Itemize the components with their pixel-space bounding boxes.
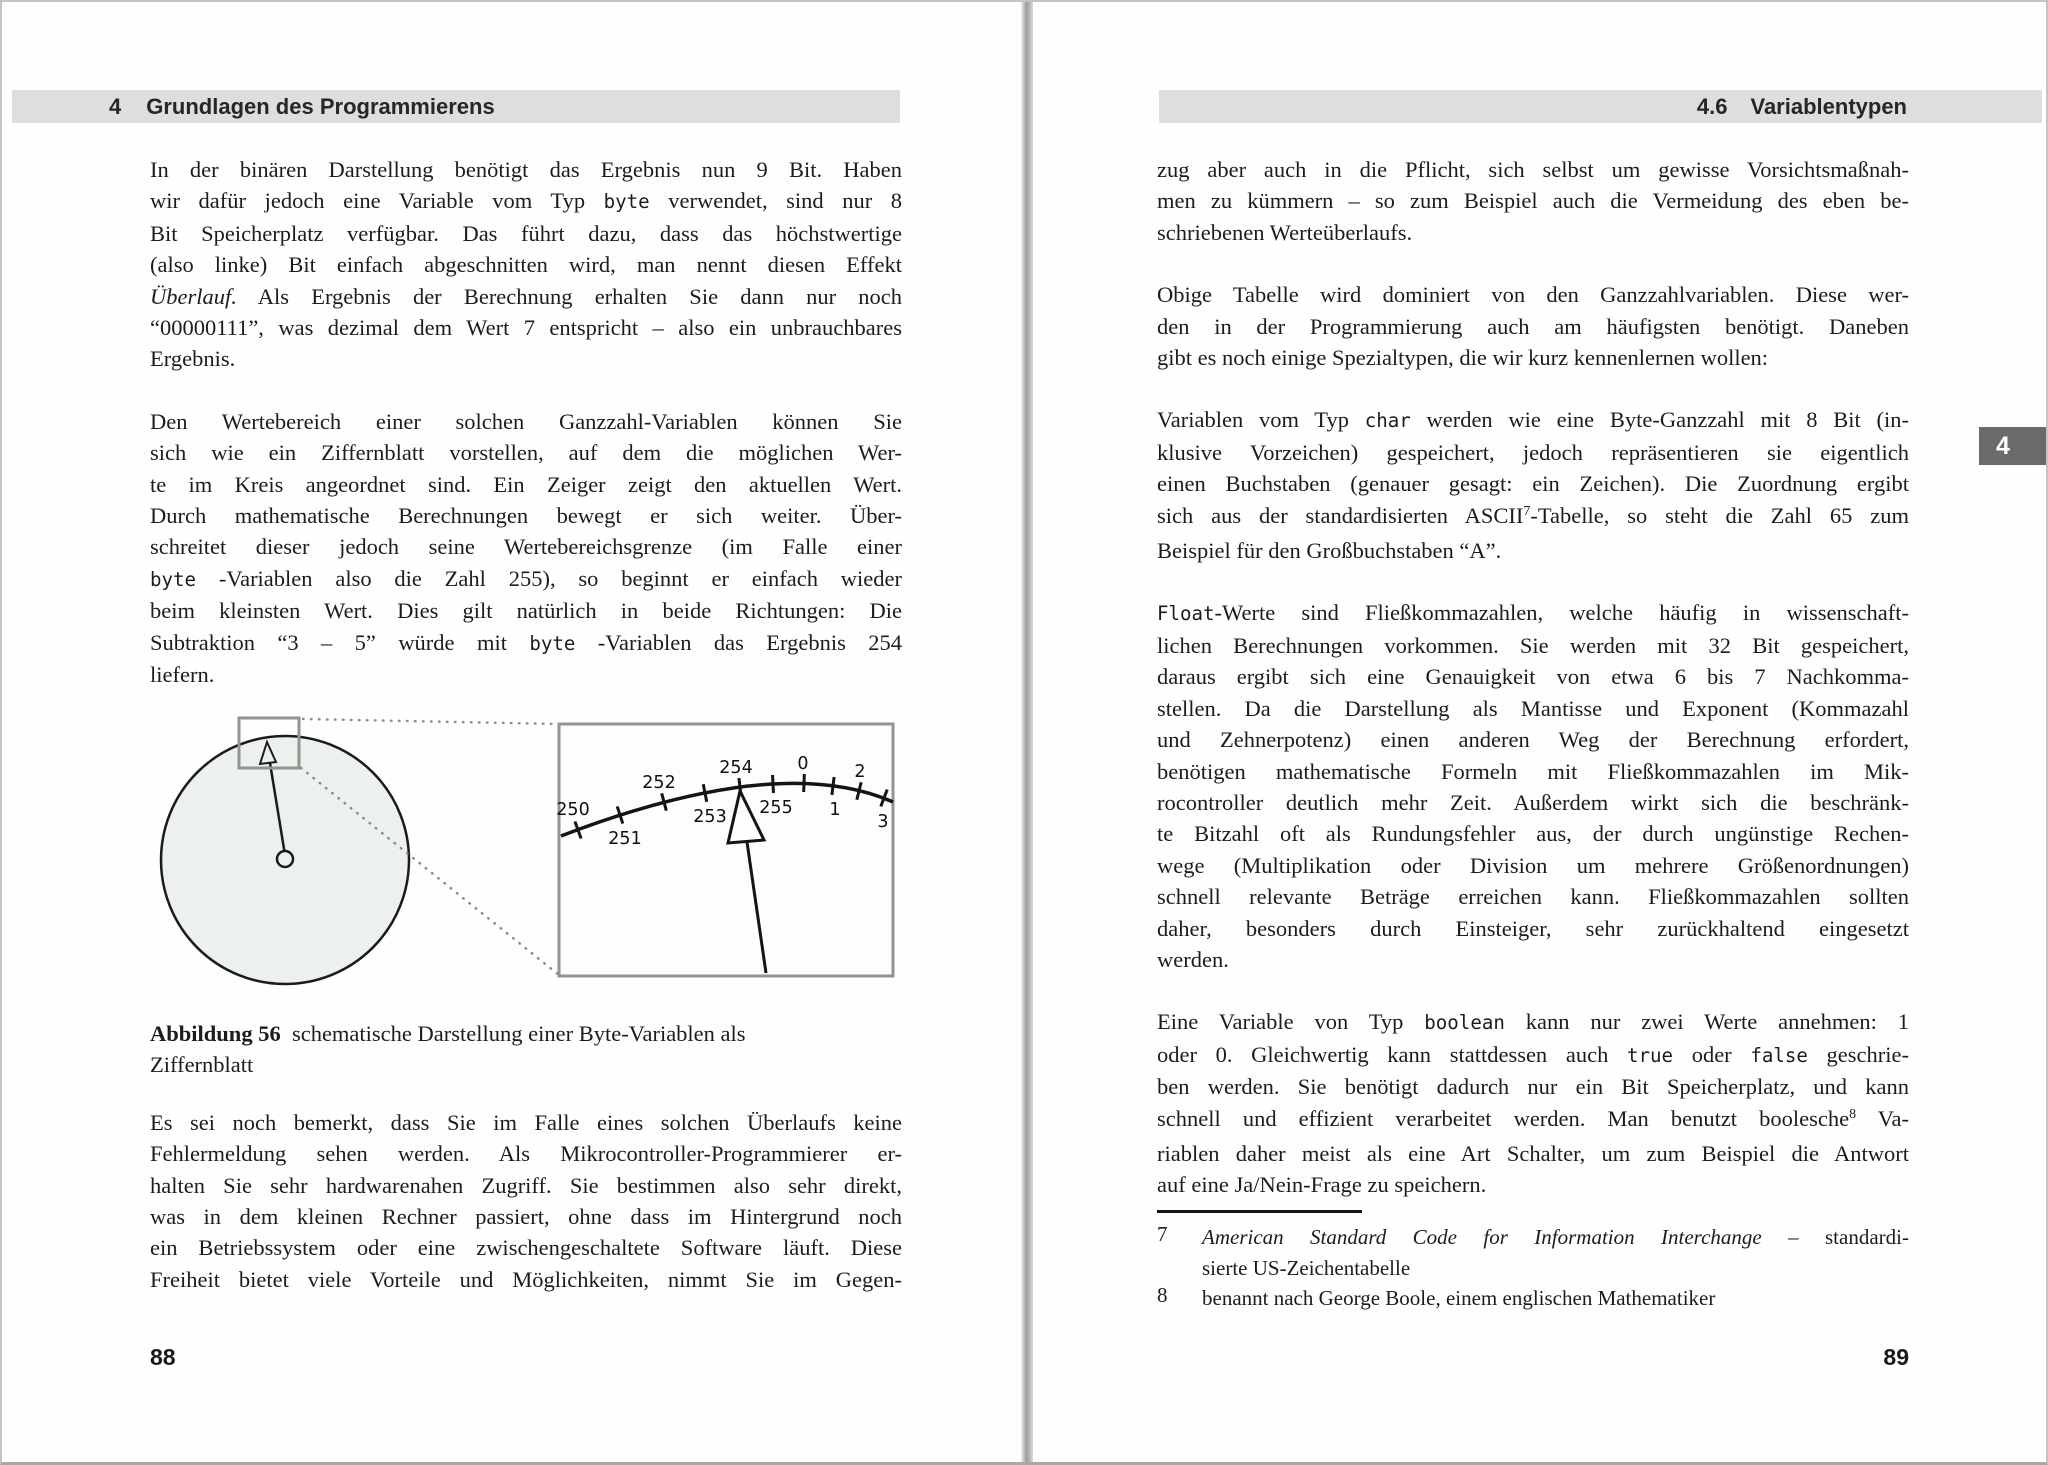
- text-line: Den Wertebereich einer solchen Ganzzahl-Variablen können Sie: [150, 408, 902, 434]
- chapter-tab: [1979, 427, 2048, 465]
- dial-center-pivot: [277, 851, 293, 867]
- text-line: American Standard Code for Information Interchange – standardi-: [1202, 1225, 1909, 1249]
- dial-label-251: 251: [608, 829, 642, 849]
- text-line: sierte US-Zeichentabelle: [1202, 1255, 1411, 1280]
- text-line: stellen. Da die Darstellung als Mantisse und Exponent (Kommazahl: [1157, 695, 1909, 721]
- dial-label-252: 252: [642, 773, 676, 793]
- footnote-text: [1202, 1283, 1909, 1314]
- footnote-text: [1202, 1222, 1909, 1283]
- text-line: Float-Werte sind Fließkommazahlen, welche häufig in wissenschaft-: [1157, 600, 1909, 626]
- text-line: liefern.: [150, 662, 215, 688]
- text-line: Ziffernblatt: [150, 1052, 254, 1078]
- text-line: Abbildung 56 schematische Darstellung einer Byte-Variablen als: [150, 1021, 746, 1046]
- text-line: In der binären Darstellung benötigt das Ergebnis nun 9 Bit. Haben: [150, 157, 902, 182]
- text-line: einen Buchstaben (genauer gesagt: ein Zeichen). Die Zuordnung ergibt: [1157, 471, 1909, 497]
- paragraph: [1157, 597, 1909, 975]
- text-line: Beispiel für den Großbuchstaben “A”.: [1157, 538, 1502, 564]
- text-line: (also linke) Bit einfach abgeschnitten wird, man nennt diesen Effekt: [150, 252, 902, 278]
- chapter-tab-number: 4: [1996, 431, 2010, 460]
- text-line: Durch mathematische Berechnungen bewegt er sich weiter. Über-: [150, 503, 902, 529]
- text-line: schreitet dieser jedoch seine Wertebereichsgrenze (im Falle einer: [150, 534, 902, 560]
- text-line: wir dafür jedoch eine Variable vom Typ byte verwendet, sind nur 8: [150, 188, 903, 214]
- text-line: schnell relevante Beträge erreichen kann. Fließkommazahlen sollten: [1157, 884, 1909, 910]
- page-number-left: 88: [150, 1344, 176, 1370]
- text-line: schnell und effizient verarbeitet werden. Man benutzt boolesche$^8$ Va-: [1157, 1105, 1910, 1131]
- text-line: werden.: [1157, 946, 1229, 972]
- dial-label-254: 254: [719, 758, 753, 778]
- text-line: daraus ergibt sich eine Genauigkeit von etwa 6 bis 7 Nachkomma-: [1157, 664, 1909, 690]
- text-line: ben werden. Sie benötigt dadurch nur ein Bit Speicherplatz, und kann: [1157, 1074, 1909, 1100]
- text-line: riablen daher meist als eine Art Schalter, um zum Beispiel die Antwort: [1157, 1140, 1909, 1166]
- section-title: Variablentypen: [1750, 93, 1907, 119]
- text-line: “00000111”, was dezimal dem Wert 7 entspricht – also ein unbrauchbares: [150, 315, 902, 341]
- dial-label-1: 1: [829, 800, 841, 820]
- footnote-number: 7: [1157, 1222, 1168, 1246]
- paragraph: [150, 1107, 902, 1295]
- text-line: sich aus der standardisierten ASCII$^7$-Tabelle, so steht die Zahl 65 zum: [1157, 502, 1909, 528]
- text-line: Bit Speicherplatz verfügbar. Das führt dazu, dass das höchstwertige: [150, 220, 902, 246]
- footnote-7: [1157, 1222, 1909, 1283]
- text-line: und Zehnerpotenz) einen anderen Weg der Berechnung erfordert,: [1157, 727, 1909, 753]
- dial-diagram: [132, 702, 907, 994]
- dial-label-253: 253: [693, 807, 727, 827]
- left-page-body-lower: [150, 1018, 902, 1295]
- text-line: Es sei noch bemerkt, dass Sie im Falle eines solchen Überlaufs keine: [150, 1109, 902, 1135]
- section-number: 4.6: [1696, 93, 1728, 119]
- text-line: Überlauf. Als Ergebnis der Berechnung erhalten Sie dann nur noch: [150, 283, 902, 309]
- text-line: zug aber auch in die Pflicht, sich selbst um gewisse Vorsichtsmaßnah-: [1157, 157, 1909, 182]
- text-line: Subtraktion “3 – 5” würde mit byte -Variablen das Ergebnis 254: [150, 629, 902, 655]
- dotted-guide-top: [303, 719, 559, 724]
- text-line: gibt es noch einige Spezialtypen, die wir kurz kennenlernen wollen:: [1157, 345, 1769, 371]
- text-line: te im Kreis angeordnet sind. Ein Zeiger zeigt den aktuellen Wert.: [150, 471, 902, 497]
- right-page-body: [1157, 154, 1909, 1201]
- text-line: schriebenen Werteüberlaufs.: [1157, 219, 1413, 245]
- text-line: halten Sie sehr hardwarenahen Zugriff. Sie bestimmen also sehr direkt,: [150, 1172, 902, 1198]
- page-number-right: 89: [1883, 1344, 1909, 1370]
- text-line: Freiheit bietet viele Vorteile und Möglichkeiten, nimmt Sie im Gegen-: [150, 1266, 902, 1292]
- text-line: Ergebnis.: [150, 346, 236, 372]
- text-line: klusive Vorzeichen) gespeichert, jedoch repräsentieren sie eigentlich: [1157, 439, 1909, 465]
- text-line: daher, besonders durch Einsteiger, sehr zurückhaltend eingesetzt: [1157, 915, 1909, 941]
- figure-byte-dial: [132, 702, 907, 994]
- paragraph: [1157, 279, 1909, 373]
- text-line: auf eine Ja/Nein-Frage zu speichern.: [1157, 1172, 1487, 1198]
- paragraph: [1157, 404, 1909, 566]
- text-line: Eine Variable von Typ boolean kann nur zwei Werte annehmen: 1: [1157, 1009, 1909, 1035]
- text-line: oder 0. Gleichwertig kann stattdessen auch true oder false geschrie-: [1157, 1041, 1909, 1067]
- text-line: benannt nach George Boole, einem englischen Mathematiker: [1202, 1286, 1716, 1310]
- chapter-title: Grundlagen des Programmierens: [146, 93, 495, 119]
- left-page-header: [12, 90, 900, 123]
- text-line: was in dem kleinen Rechner passiert, ohne dass im Hintergrund noch: [150, 1204, 902, 1229]
- text-line: te Bitzahl oft als Rundungsfehler aus, der durch ungünstige Rechen-: [1157, 821, 1909, 847]
- paragraph: [1157, 1006, 1909, 1200]
- paragraph: [150, 406, 902, 691]
- dial-label-255: 255: [759, 798, 793, 818]
- text-line: ein Betriebssystem oder eine zwischengeschaltete Software läuft. Diese: [150, 1235, 902, 1261]
- text-line: den in der Programmierung auch am häufigsten benötigt. Daneben: [1157, 313, 1909, 339]
- dial-label-250: 250: [556, 800, 590, 820]
- footnotes: [1157, 1210, 1909, 1314]
- footnote-rule: [1157, 1210, 1362, 1213]
- text-line: Variablen vom Typ char werden wie eine Byte-Ganzzahl mit 8 Bit (in-: [1157, 407, 1909, 433]
- paragraph: [150, 154, 902, 375]
- paragraph: [1157, 154, 1909, 248]
- text-line: Fehlermeldung sehen werden. Als Mikrocontroller-Programmierer er-: [150, 1141, 902, 1167]
- dial-label-0: 0: [797, 754, 809, 774]
- text-line: lichen Berechnungen vorkommen. Sie werden mit 32 Bit gespeichert,: [1157, 632, 1909, 658]
- text-line: men zu kümmern – so zum Beispiel auch die Vermeidung des eben be-: [1157, 188, 1909, 214]
- text-line: benötigen mathematische Formeln mit Fließkommazahlen im Mik-: [1157, 758, 1909, 784]
- dial-label-2: 2: [854, 762, 866, 782]
- figure-caption: [150, 1018, 902, 1081]
- footnote-number: 8: [1157, 1283, 1168, 1307]
- page-gutter: [1021, 2, 1033, 1465]
- chapter-number: 4: [109, 93, 122, 119]
- right-page-header: [1159, 90, 2042, 123]
- text-line: Obige Tabelle wird dominiert von den Ganzzahlvariablen. Diese wer-: [1157, 282, 1909, 308]
- footnote-8: [1157, 1283, 1909, 1314]
- dial-label-3: 3: [877, 812, 889, 832]
- text-line: byte -Variablen also die Zahl 255), so beginnt er einfach wieder: [150, 565, 902, 591]
- text-line: sich wie ein Ziffernblatt vorstellen, auf dem die möglichen Wer-: [150, 440, 902, 466]
- left-page-body: [150, 154, 902, 691]
- text-line: rocontroller deutlich mehr Zeit. Außerdem wirkt sich die beschränk-: [1157, 789, 1909, 815]
- text-line: beim kleinsten Wert. Dies gilt natürlich in beide Richtungen: Die: [150, 598, 902, 624]
- text-line: wege (Multiplikation oder Division um mehrere Größenordnungen): [1157, 852, 1909, 878]
